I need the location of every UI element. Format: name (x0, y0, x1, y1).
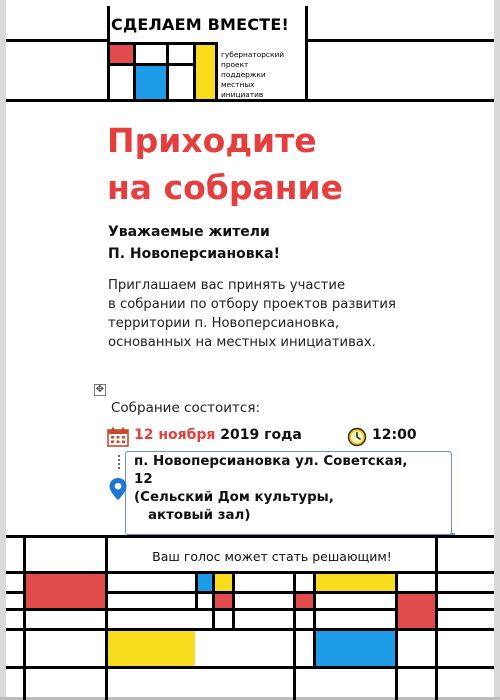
logo-red-block (110, 45, 133, 63)
clock-icon (347, 427, 367, 447)
grid-line (215, 42, 218, 102)
footer-blue-block (198, 574, 212, 591)
invitation-text (108, 276, 468, 352)
invitation-line: основанных на местных инициативах. (108, 335, 376, 350)
meeting-date-year: 2019 года (215, 427, 302, 443)
logo-blue-block (136, 66, 166, 99)
meeting-label: Собрание состоится: (111, 400, 261, 416)
grid-line (435, 535, 438, 700)
grid-line (166, 42, 169, 102)
footer-yellow-block (316, 574, 395, 591)
invitation-line: Приглашаем вас принять участие (108, 278, 346, 293)
logo-title: СДЕЛАЕМ ВМЕСТЕ! (111, 15, 289, 34)
address-line: актовый зал) (148, 508, 251, 523)
logo-subtitle-line: поддержки (221, 70, 266, 79)
page-border-right (494, 0, 500, 700)
grid-line (105, 535, 108, 700)
date-row (107, 424, 447, 448)
grid-line (6, 628, 494, 631)
footer-yellow-block (108, 631, 195, 666)
meeting-time: 12:00 (372, 427, 417, 443)
meeting-address (134, 453, 464, 525)
greeting-line: Уважаемые жители (108, 224, 270, 240)
meeting-date-highlight: 12 ноября (134, 427, 216, 443)
footer-blue-block (316, 631, 395, 666)
calendar-icon (107, 427, 129, 447)
headline (107, 117, 487, 211)
address-line: 12 (134, 472, 153, 487)
logo-subtitle-line: инициатив (221, 90, 264, 99)
footer-red-block (296, 594, 313, 608)
greeting-line: П. Новоперсиановка! (108, 246, 280, 262)
address-line: (Сельский Дом культуры, (134, 490, 334, 505)
grid-line (23, 535, 26, 700)
invitation-line: территории п. Новоперсиановка, (108, 316, 340, 331)
grid-line (6, 666, 494, 669)
headline-line: Приходите (107, 121, 317, 160)
footer-yellow-block (215, 574, 232, 591)
invitation-line: в собрании по отбору проектов развития (108, 297, 396, 312)
meeting-date (134, 427, 302, 443)
headline-line: на собрание (107, 168, 344, 207)
logo-yellow-block (196, 45, 215, 99)
footer-red-block (398, 594, 435, 628)
logo-subtitle-line: проект (221, 60, 249, 69)
move-handle-icon[interactable]: ✥ (95, 384, 105, 395)
address-line: п. Новоперсиановка ул. Советская, (134, 454, 408, 469)
grid-line (6, 39, 109, 42)
logo-subtitle-line: губернаторский (221, 50, 285, 59)
footer-red-block (215, 594, 232, 608)
location-pin-icon (108, 477, 128, 501)
grid-line (6, 535, 494, 538)
grid-line (307, 39, 494, 42)
grid-line (293, 571, 296, 700)
page-border-left (0, 0, 6, 700)
logo-subtitle (221, 50, 306, 100)
footer-red-block (26, 574, 105, 608)
logo-subtitle-line: местных (221, 80, 255, 89)
grid-line (232, 571, 235, 628)
slogan: Ваш голос может стать решающим! (152, 548, 392, 564)
grid-line (395, 571, 398, 700)
greeting (108, 221, 468, 265)
